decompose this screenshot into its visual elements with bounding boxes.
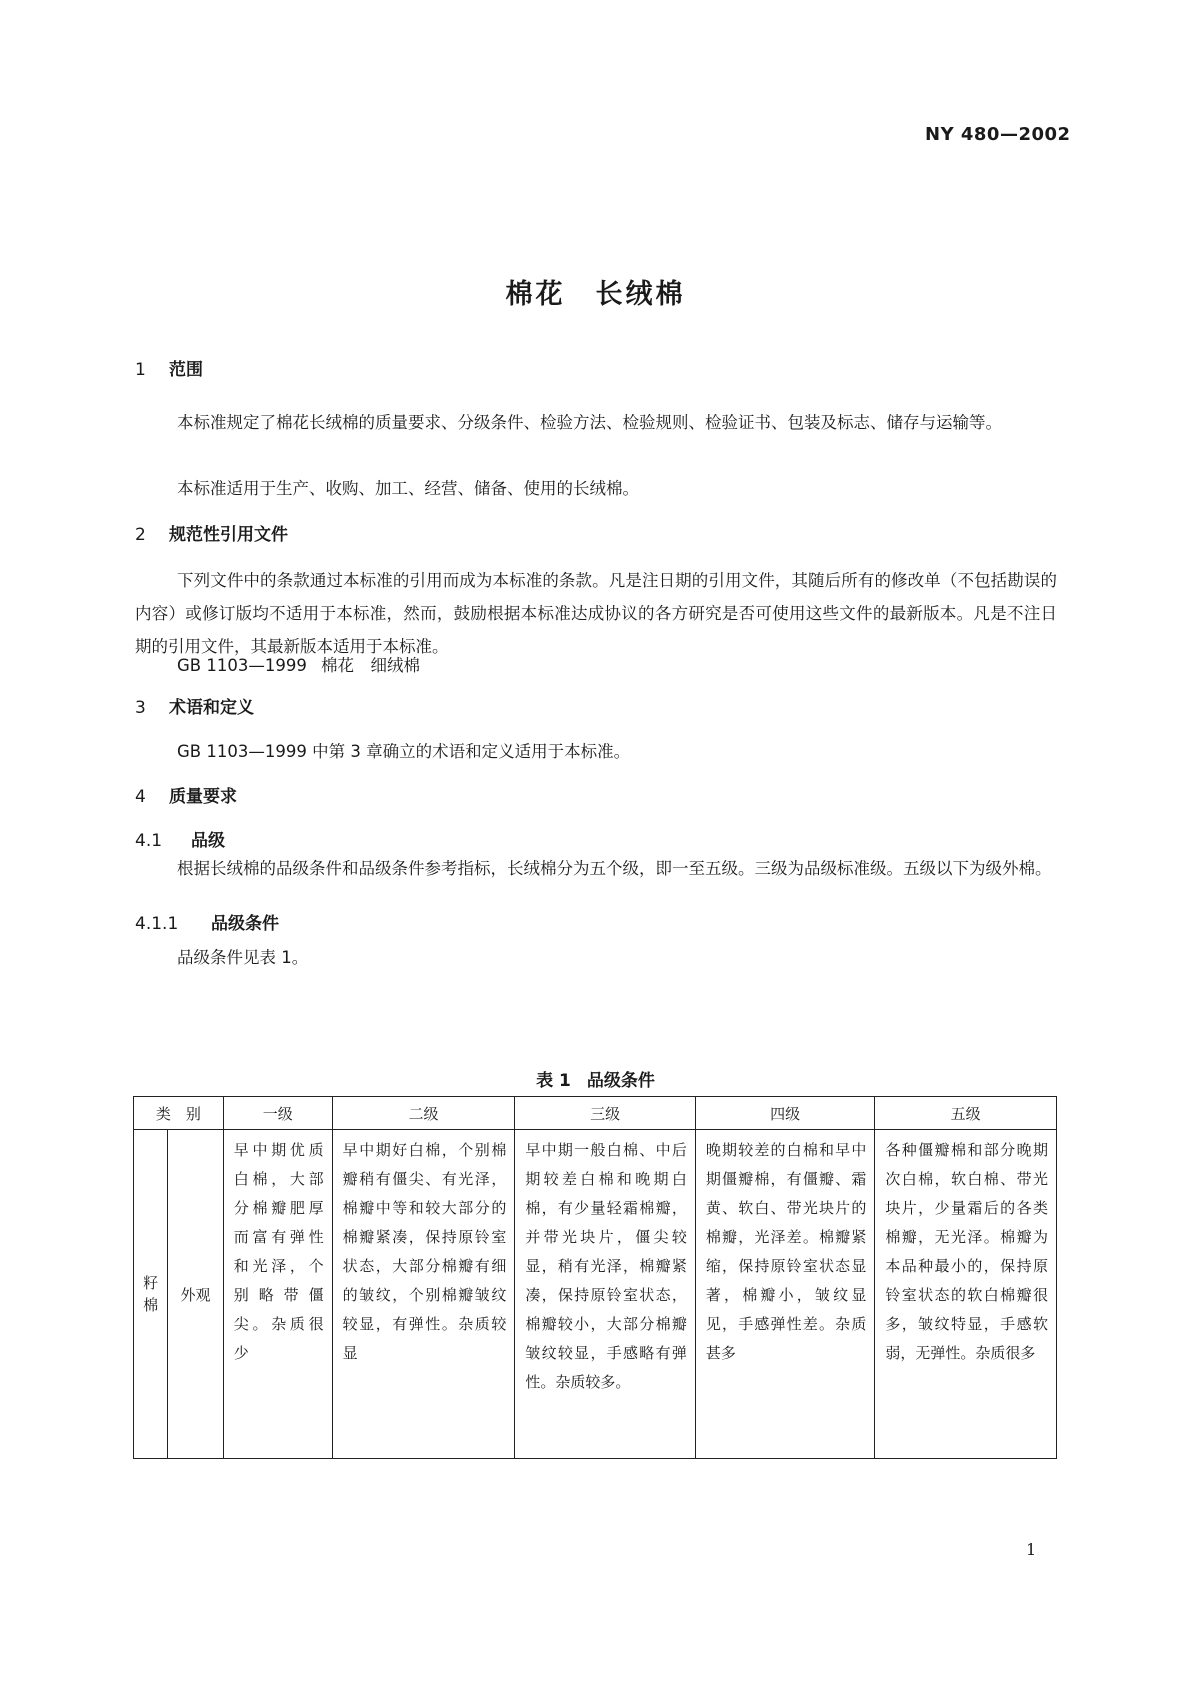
header-grade-3: 三级 xyxy=(515,1097,696,1130)
section-2-paragraph: 下列文件中的条款通过本标准的引用而成为本标准的条款。凡是注日期的引用文件，其随后所有的修改单（不包括勘误的内容）或修订版均不适用于本标准，然而，鼓励根据本标准达成协议的各方研究是否可使用这些文件的最新版本。凡是不注日期的引用文件，其最新版本适用于本标准。 xyxy=(135,571,1057,656)
normative-reference xyxy=(177,652,420,676)
row-category-text: 籽棉 xyxy=(143,1274,159,1314)
section-4-1-1-line: 品级条件见表 1。 xyxy=(177,948,309,967)
section-title: 术语和定义 xyxy=(169,698,254,718)
cell-grade-2: 早中期好白棉，个别棉瓣稍有僵尖、有光泽，棉瓣中等和较大部分的棉瓣紧凑，保持原铃室状态，大部分棉瓣有细的皱纹，个别棉瓣皱纹较显，有弹性。杂质较显 xyxy=(332,1130,515,1459)
header-grade-1: 一级 xyxy=(223,1097,332,1130)
section-title: 品级条件 xyxy=(211,914,279,934)
table-row xyxy=(134,1130,1057,1459)
header-category: 类 别 xyxy=(134,1097,224,1130)
section-title: 质量要求 xyxy=(169,787,237,807)
section-4-1-heading xyxy=(135,826,225,851)
section-number: 2 xyxy=(135,525,146,545)
row-category xyxy=(134,1130,168,1459)
page-number: 1 xyxy=(1026,1540,1037,1559)
page-title: 棉花 长绒棉 xyxy=(505,279,686,310)
header-grade-5: 五级 xyxy=(875,1097,1057,1130)
section-title: 品级 xyxy=(191,831,225,851)
section-number: 3 xyxy=(135,698,146,718)
cell-grade-5: 各种僵瓣棉和部分晚期次白棉，软白棉、带光块片，少量霜后的各类棉瓣，无光泽。棉瓣为本品种最小的，保持原铃室状态的软白棉瓣很多，皱纹特显，手感软弱，无弹性。杂质很多 xyxy=(875,1130,1057,1459)
section-title: 规范性引用文件 xyxy=(169,525,288,545)
document-number: NY 480—2002 xyxy=(925,124,1071,145)
header-grade-4: 四级 xyxy=(695,1097,874,1130)
section-4-1-paragraph: 根据长绒棉的品级条件和品级条件参考指标，长绒棉分为五个级，即一至五级。三级为品级标准级。五级以下为级外棉。 xyxy=(177,859,1052,878)
table-number: 表 1 xyxy=(536,1071,571,1091)
cell-grade-1: 早中期优质白棉，大部分棉瓣肥厚而富有弹性和光泽，个别略带僵尖。杂质很少 xyxy=(223,1130,332,1459)
section-1-heading xyxy=(135,355,203,380)
cell-grade-3: 早中期一般白棉、中后期较差白棉和晚期白棉，有少量轻霜棉瓣，并带光块片，僵尖较显，稍有光泽，棉瓣紧凑，保持原铃室状态，棉瓣较小，大部分棉瓣皱纹较显，手感略有弹性。杂质较多。 xyxy=(515,1130,696,1459)
section-number: 4.1 xyxy=(135,831,163,851)
section-1-paragraph-1: 本标准规定了棉花长绒棉的质量要求、分级条件、检验方法、检验规则、检验证书、包装及标志、储存与运输等。 xyxy=(177,413,1002,432)
table-caption xyxy=(0,1066,1191,1091)
cell-grade-4: 晚期较差的白棉和早中期僵瓣棉，有僵瓣、霜黄、软白、带光块片的棉瓣，光泽差。棉瓣紧缩，保持原铃室状态显著，棉瓣小，皱纹显见，手感弹性差。杂质甚多 xyxy=(695,1130,874,1459)
row-subcategory: 外观 xyxy=(168,1130,224,1459)
reference-title: 棉花 细绒棉 xyxy=(321,656,420,675)
grade-conditions-table xyxy=(133,1096,1057,1459)
section-3-paragraph: GB 1103—1999 中第 3 章确立的术语和定义适用于本标准。 xyxy=(177,742,631,761)
section-number: 1 xyxy=(135,360,146,380)
section-number: 4 xyxy=(135,787,146,807)
section-4-1-1-heading xyxy=(135,909,279,934)
section-3-heading xyxy=(135,693,254,718)
section-4-heading xyxy=(135,782,237,807)
section-2-heading xyxy=(135,520,288,545)
table-header-row xyxy=(134,1097,1057,1130)
table-caption-text: 品级条件 xyxy=(586,1071,655,1091)
section-number: 4.1.1 xyxy=(135,914,179,934)
section-1-paragraph-2: 本标准适用于生产、收购、加工、经营、储备、使用的长绒棉。 xyxy=(177,479,639,498)
header-grade-2: 二级 xyxy=(332,1097,515,1130)
section-title: 范围 xyxy=(169,360,203,380)
reference-code: GB 1103—1999 xyxy=(177,656,307,675)
